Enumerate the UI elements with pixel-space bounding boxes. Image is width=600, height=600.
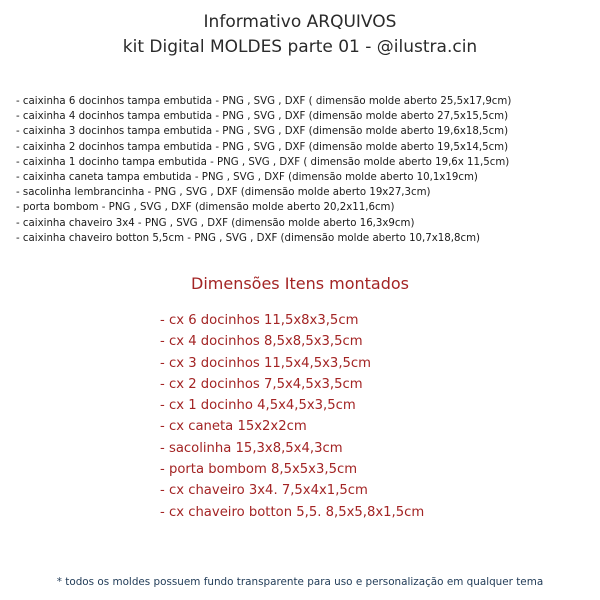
assembled-item: - cx caneta 15x2x2cm — [160, 419, 307, 435]
files-list — [16, 94, 596, 246]
assembled-item: - cx 6 docinhos 11,5x8x3,5cm — [160, 313, 359, 328]
file-item: - caixinha caneta tampa embutida - PNG , SVG , DXF (dimensão molde aberto 10,1x19cm) — [16, 172, 478, 184]
assembled-dimensions-list — [160, 310, 580, 523]
assembled-item: - porta bombom 8,5x5x3,5cm — [160, 462, 358, 478]
file-item: - caixinha 1 docinho tampa embutida - PNG , SVG , DXF ( dimensão molde aberto 19,6x 11,5cm) — [16, 156, 510, 168]
assembled-item: - cx 2 docinhos 7,5x4,5x3,5cm — [160, 376, 363, 392]
file-item: - sacolinha lembrancinha - PNG , SVG , DXF (dimensão molde aberto 19x27,3cm) — [16, 187, 431, 199]
page-subtitle: kit Digital MOLDES parte 01 - @ilustra.cin — [122, 37, 478, 57]
assembled-item: - cx chaveiro botton 5,5. 8,5x5,8x1,5cm — [160, 504, 425, 520]
file-item: - caixinha chaveiro botton 5,5cm - PNG , SVG , DXF (dimensão molde aberto 10,7x18,8cm) — [16, 232, 480, 244]
assembled-item: - sacolinha 15,3x8,5x4,3cm — [160, 440, 343, 456]
file-item: - caixinha 6 docinhos tampa embutida - PNG , SVG , DXF ( dimensão molde aberto 25,5x17,9cm) — [16, 96, 512, 107]
assembled-item: - cx 4 docinhos 8,5x8,5x3,5cm — [160, 334, 363, 350]
file-item: - caixinha chaveiro 3x4 - PNG , SVG , DXF (dimensão molde aberto 16,3x9cm) — [16, 217, 415, 229]
assembled-item: - cx 3 docinhos 11,5x4,5x3,5cm — [160, 355, 371, 371]
footnote: * todos os moldes possuem fundo transparente para uso e personalização em qualquer tema — [56, 576, 544, 588]
assembled-item: - cx 1 docinho 4,5x4,5x3,5cm — [160, 398, 356, 414]
file-item: - caixinha 4 docinhos tampa embutida - PNG , SVG , DXF (dimensão molde aberto 27,5x15,5cm) — [16, 111, 509, 123]
page-title: Informativo ARQUIVOS — [203, 12, 397, 32]
assembled-dimensions-title: Dimensões Itens montados — [191, 274, 409, 293]
title-block — [0, 10, 600, 60]
file-item: - caixinha 3 docinhos tampa embutida - PNG , SVG , DXF (dimensão molde aberto 19,6x18,5cm) — [16, 126, 509, 138]
file-item: - porta bombom - PNG , SVG , DXF (dimensão molde aberto 20,2x11,6cm) — [16, 202, 395, 214]
file-item: - caixinha 2 docinhos tampa embutida - PNG , SVG , DXF (dimensão molde aberto 19,5x14,5cm) — [16, 141, 509, 153]
assembled-item: - cx chaveiro 3x4. 7,5x4x1,5cm — [160, 483, 368, 499]
